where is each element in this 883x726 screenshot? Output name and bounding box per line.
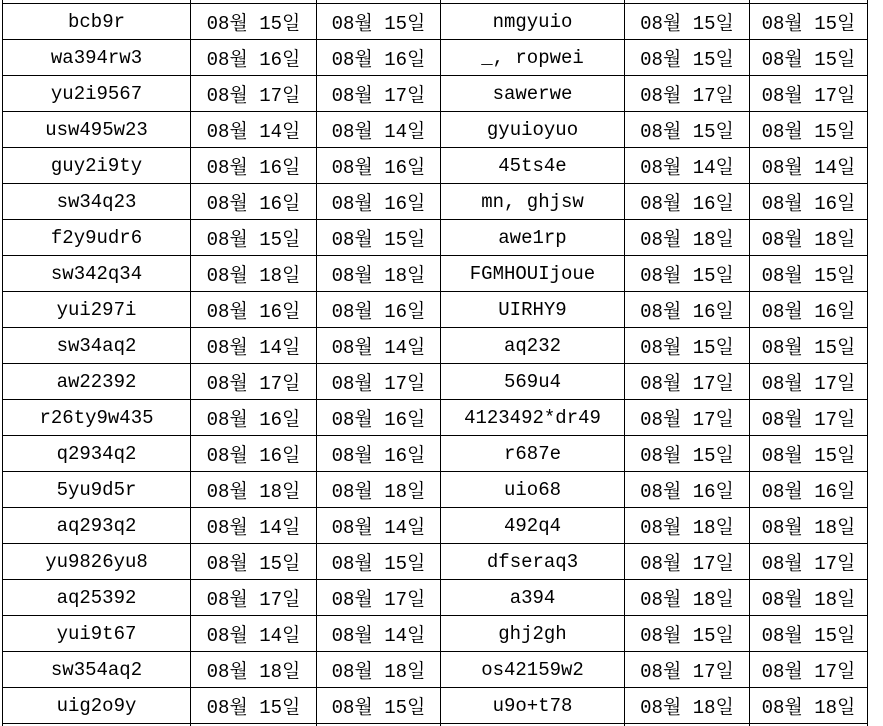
- cell[interactable]: yui297i: [3, 292, 191, 328]
- cell[interactable]: 08월 16일: [750, 292, 868, 328]
- cell[interactable]: 08월 16일: [317, 184, 441, 220]
- cell[interactable]: uio68: [441, 472, 625, 508]
- cell[interactable]: os42159w2: [441, 652, 625, 688]
- cell[interactable]: awe1rp: [441, 220, 625, 256]
- cell[interactable]: sw342q34: [3, 256, 191, 292]
- cell[interactable]: sw34aq2: [3, 328, 191, 364]
- cell[interactable]: 08월 17일: [625, 652, 750, 688]
- cell[interactable]: UIRHY9: [441, 292, 625, 328]
- cell[interactable]: 08월 17일: [191, 580, 317, 616]
- cell[interactable]: 08월 18일: [625, 220, 750, 256]
- table-row: [3, 436, 868, 472]
- cell[interactable]: 08월 15일: [191, 4, 317, 40]
- cell[interactable]: 08월 15일: [625, 40, 750, 76]
- table-row: [3, 580, 868, 616]
- table-row: [3, 292, 868, 328]
- cell[interactable]: 08월 16일: [191, 40, 317, 76]
- cell[interactable]: usw495w23: [3, 112, 191, 148]
- cell[interactable]: a394: [441, 580, 625, 616]
- cell[interactable]: 08월 17일: [625, 544, 750, 580]
- cell[interactable]: bcb9r: [3, 4, 191, 40]
- cell[interactable]: aq25392: [3, 580, 191, 616]
- cell[interactable]: 08월 16일: [191, 148, 317, 184]
- table-row: [3, 112, 868, 148]
- table-row: [3, 184, 868, 220]
- cell[interactable]: 08월 17일: [625, 400, 750, 436]
- cell[interactable]: 08월 16일: [317, 436, 441, 472]
- cell[interactable]: 08월 17일: [317, 76, 441, 112]
- cell[interactable]: 08월 15일: [317, 4, 441, 40]
- table-row: [3, 148, 868, 184]
- cell[interactable]: 08월 16일: [317, 400, 441, 436]
- cell[interactable]: 08월 16일: [625, 184, 750, 220]
- cell[interactable]: FGMHOUIjoue: [441, 256, 625, 292]
- table-row: [3, 508, 868, 544]
- cell[interactable]: 08월 15일: [317, 544, 441, 580]
- cell[interactable]: 08월 18일: [750, 508, 868, 544]
- cell[interactable]: 08월 15일: [625, 436, 750, 472]
- cell[interactable]: 08월 15일: [750, 4, 868, 40]
- table-row: [3, 616, 868, 652]
- table-row: [3, 472, 868, 508]
- cell[interactable]: 08월 14일: [317, 508, 441, 544]
- table-row: [3, 688, 868, 724]
- cell[interactable]: 08월 15일: [750, 436, 868, 472]
- cell[interactable]: 492q4: [441, 508, 625, 544]
- cell[interactable]: u9o+t78: [441, 688, 625, 724]
- cell[interactable]: 08월 14일: [625, 148, 750, 184]
- cell[interactable]: 08월 16일: [191, 184, 317, 220]
- cell[interactable]: 08월 14일: [191, 112, 317, 148]
- cell[interactable]: nmgyuio: [441, 4, 625, 40]
- cell[interactable]: 08월 15일: [625, 112, 750, 148]
- cell[interactable]: 08월 15일: [317, 220, 441, 256]
- cell[interactable]: 08월 15일: [750, 256, 868, 292]
- cell[interactable]: 08월 18일: [750, 688, 868, 724]
- cell[interactable]: 08월 17일: [625, 364, 750, 400]
- cell[interactable]: aq232: [441, 328, 625, 364]
- cell[interactable]: guy2i9ty: [3, 148, 191, 184]
- cell[interactable]: 08월 17일: [750, 76, 868, 112]
- cell[interactable]: sawerwe: [441, 76, 625, 112]
- cell[interactable]: 08월 16일: [750, 184, 868, 220]
- cell[interactable]: 08월 16일: [191, 436, 317, 472]
- cell[interactable]: 08월 16일: [191, 292, 317, 328]
- cell[interactable]: 08월 18일: [191, 652, 317, 688]
- cell[interactable]: 08월 16일: [625, 292, 750, 328]
- table-row: [3, 4, 868, 40]
- cell[interactable]: 08월 17일: [191, 364, 317, 400]
- cell[interactable]: 08월 17일: [750, 652, 868, 688]
- cell[interactable]: 08월 15일: [750, 328, 868, 364]
- cell[interactable]: 08월 14일: [191, 616, 317, 652]
- cell[interactable]: yu2i9567: [3, 76, 191, 112]
- cell[interactable]: 08월 17일: [317, 580, 441, 616]
- cell[interactable]: q2934q2: [3, 436, 191, 472]
- cell[interactable]: 08월 15일: [625, 4, 750, 40]
- data-table: [2, 0, 868, 726]
- table-body: [3, 0, 868, 726]
- cell[interactable]: 08월 17일: [625, 76, 750, 112]
- cell[interactable]: 08월 15일: [191, 220, 317, 256]
- cell[interactable]: sw34q23: [3, 184, 191, 220]
- cell[interactable]: 08월 16일: [191, 400, 317, 436]
- cell[interactable]: 08월 17일: [750, 544, 868, 580]
- cell[interactable]: mn, ghjsw: [441, 184, 625, 220]
- cell[interactable]: r687e: [441, 436, 625, 472]
- cell[interactable]: 08월 14일: [191, 328, 317, 364]
- table-row: [3, 652, 868, 688]
- cell[interactable]: 5yu9d5r: [3, 472, 191, 508]
- cell[interactable]: _, ropwei: [441, 40, 625, 76]
- cell[interactable]: 08월 16일: [317, 292, 441, 328]
- table-row: [3, 76, 868, 112]
- table-row: [3, 328, 868, 364]
- cell[interactable]: 569u4: [441, 364, 625, 400]
- cell[interactable]: 08월 17일: [750, 400, 868, 436]
- cell[interactable]: yui9t67: [3, 616, 191, 652]
- cell[interactable]: 08월 18일: [625, 580, 750, 616]
- cell[interactable]: 08월 17일: [191, 76, 317, 112]
- cell[interactable]: sw354aq2: [3, 652, 191, 688]
- table-row: [3, 400, 868, 436]
- cell[interactable]: yu9826yu8: [3, 544, 191, 580]
- cell[interactable]: dfseraq3: [441, 544, 625, 580]
- table-row: [3, 220, 868, 256]
- cell[interactable]: 08월 18일: [750, 220, 868, 256]
- cell[interactable]: 08월 18일: [317, 472, 441, 508]
- cell[interactable]: 08월 14일: [317, 112, 441, 148]
- cell[interactable]: 4123492*dr49: [441, 400, 625, 436]
- cell[interactable]: 08월 14일: [191, 508, 317, 544]
- cell[interactable]: r26ty9w435: [3, 400, 191, 436]
- cell[interactable]: 08월 16일: [750, 472, 868, 508]
- cell[interactable]: 08월 15일: [750, 40, 868, 76]
- cell[interactable]: 08월 17일: [317, 364, 441, 400]
- cell[interactable]: 08월 18일: [625, 688, 750, 724]
- cell[interactable]: f2y9udr6: [3, 220, 191, 256]
- cell[interactable]: 08월 15일: [625, 616, 750, 652]
- cell[interactable]: gyuioyuo: [441, 112, 625, 148]
- table-row: [3, 544, 868, 580]
- cell[interactable]: 08월 14일: [750, 148, 868, 184]
- cell[interactable]: ghj2gh: [441, 616, 625, 652]
- cell[interactable]: 08월 16일: [317, 148, 441, 184]
- cell[interactable]: 08월 18일: [750, 580, 868, 616]
- table-row: [3, 256, 868, 292]
- cell[interactable]: 08월 18일: [191, 256, 317, 292]
- cell[interactable]: 08월 15일: [317, 688, 441, 724]
- cell[interactable]: 08월 15일: [625, 328, 750, 364]
- cell[interactable]: aw22392: [3, 364, 191, 400]
- cell[interactable]: 08월 18일: [317, 652, 441, 688]
- cell[interactable]: wa394rw3: [3, 40, 191, 76]
- cell[interactable]: 08월 14일: [317, 328, 441, 364]
- cell[interactable]: 08월 15일: [750, 112, 868, 148]
- cell[interactable]: 08월 18일: [625, 508, 750, 544]
- cell[interactable]: 08월 18일: [191, 472, 317, 508]
- cell[interactable]: 08월 14일: [317, 616, 441, 652]
- cell[interactable]: 08월 15일: [625, 256, 750, 292]
- cell[interactable]: 08월 16일: [317, 40, 441, 76]
- cell[interactable]: 08월 18일: [317, 256, 441, 292]
- cell[interactable]: uig2o9y: [3, 688, 191, 724]
- cell[interactable]: 08월 15일: [191, 688, 317, 724]
- cell[interactable]: 45ts4e: [441, 148, 625, 184]
- cell[interactable]: 08월 16일: [625, 472, 750, 508]
- cell[interactable]: 08월 17일: [750, 364, 868, 400]
- table-row: [3, 40, 868, 76]
- cell[interactable]: 08월 15일: [191, 544, 317, 580]
- table-row: [3, 364, 868, 400]
- cell[interactable]: 08월 15일: [750, 616, 868, 652]
- cell[interactable]: aq293q2: [3, 508, 191, 544]
